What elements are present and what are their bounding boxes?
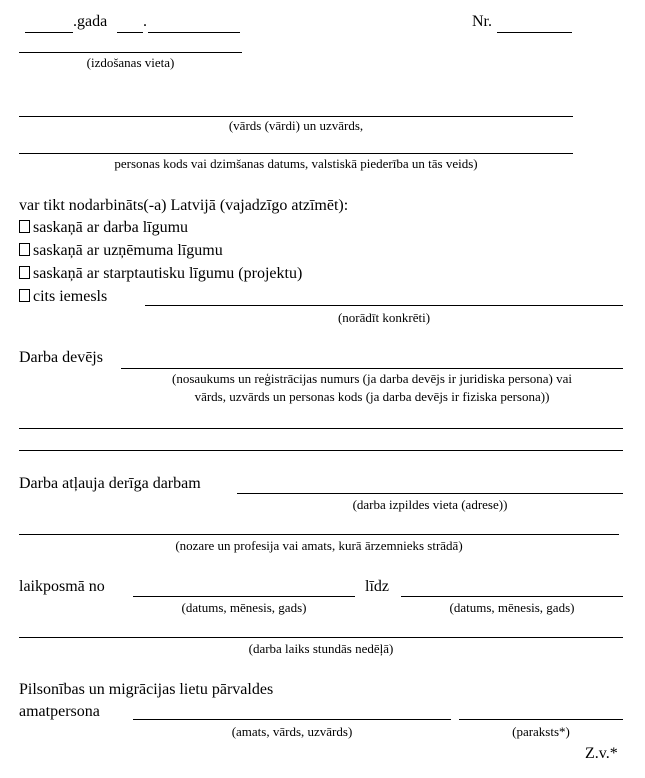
day-line[interactable]: [25, 32, 73, 33]
option-label: cits iemesls: [33, 288, 108, 305]
checkbox-icon[interactable]: [19, 289, 30, 302]
dot: .: [143, 13, 147, 30]
official-name-caption: (amats, vārds, uzvārds): [231, 724, 353, 739]
other-reason-line[interactable]: [145, 305, 623, 306]
option-label: saskaņā ar starptautisku līgumu (projektu): [33, 265, 303, 282]
other-reason-caption: (norādīt konkrēti): [337, 310, 431, 325]
period-to-caption: (datums, mēnesis, gads): [449, 600, 575, 615]
work-place-caption: (darba izpildes vieta (adrese)): [352, 497, 508, 512]
profession-caption: (nozare un profesija vai amats, kurā ārzemnieks strādā): [175, 538, 463, 553]
employer-caption-line1: (nosaukums un reģistrācijas numurs (ja darba devējs ir juridiska persona) vai: [172, 371, 572, 386]
option-company-contract[interactable]: [19, 242, 223, 260]
work-hours-line[interactable]: [19, 637, 623, 638]
employment-intro: var tikt nodarbināts(-a) Latvijā (vajadzīgo atzīmēt):: [19, 197, 349, 214]
seal-mark: Z.v.*: [585, 745, 618, 762]
employer-caption-line2: vārds, uzvārds un personas kods (ja darba devējs ir fiziska persona)): [194, 389, 550, 404]
option-work-contract[interactable]: [19, 219, 188, 237]
person-name-caption: (vārds (vārdi) un uzvārds,: [228, 118, 364, 133]
official-line1: Pilsonības un migrācijas lietu pārvaldes: [19, 681, 274, 698]
employer-line[interactable]: [121, 368, 623, 369]
official-line2: amatpersona: [19, 703, 100, 720]
signature-line[interactable]: [459, 719, 623, 720]
option-label: saskaņā ar darba līgumu: [33, 219, 189, 236]
person-code-line[interactable]: [19, 153, 573, 154]
work-place-line[interactable]: [237, 493, 623, 494]
option-other-reason[interactable]: [19, 288, 107, 306]
period-to-label: līdz: [365, 578, 389, 595]
work-hours-caption: (darba laiks stundās nedēļā): [248, 641, 394, 656]
period-to-line[interactable]: [401, 596, 623, 597]
official-name-line[interactable]: [133, 719, 451, 720]
checkbox-icon[interactable]: [19, 266, 30, 279]
person-name-line[interactable]: [19, 116, 573, 117]
checkbox-icon[interactable]: [19, 243, 30, 256]
month-line[interactable]: [148, 32, 240, 33]
day-num-line[interactable]: [117, 32, 143, 33]
employer-extra-line-2[interactable]: [19, 450, 623, 451]
period-from-label: laikposmā no: [19, 578, 105, 595]
permit-label: Darba atļauja derīga darbam: [19, 475, 201, 492]
option-international-contract[interactable]: [19, 265, 302, 283]
issue-place-caption: (izdošanas vieta): [86, 55, 175, 70]
period-from-line[interactable]: [133, 596, 355, 597]
year-suffix: .gada: [73, 13, 108, 30]
option-label: saskaņā ar uzņēmuma līgumu: [33, 242, 223, 259]
number-line[interactable]: [497, 32, 572, 33]
number-label: Nr.: [472, 13, 492, 30]
employer-label: Darba devējs: [19, 349, 103, 366]
employer-extra-line-1[interactable]: [19, 428, 623, 429]
signature-caption: (paraksts*): [512, 724, 570, 739]
profession-line[interactable]: [19, 534, 619, 535]
period-from-caption: (datums, mēnesis, gads): [181, 600, 307, 615]
person-code-caption: personas kods vai dzimšanas datums, valstiskā piederība un tās veids): [114, 156, 478, 171]
checkbox-icon[interactable]: [19, 220, 30, 233]
issue-place-line[interactable]: [19, 52, 242, 53]
